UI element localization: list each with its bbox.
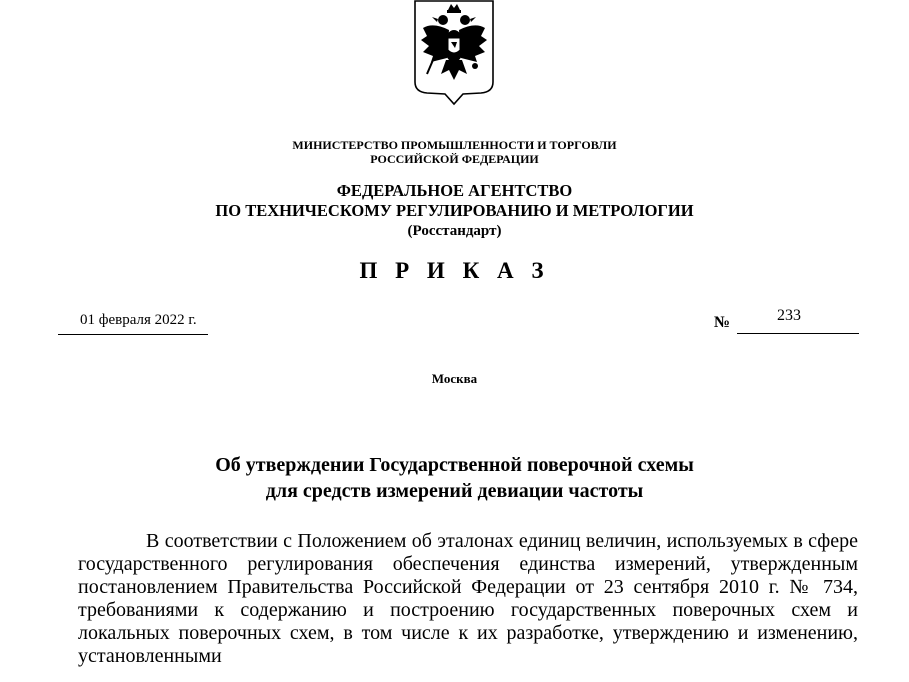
russian-coat-of-arms-icon [413, 0, 495, 108]
subject-line-1: Об утверждении Государственной поверочной схемы [215, 454, 694, 476]
date-field [58, 310, 208, 335]
number-sign: № [714, 314, 731, 331]
ministry-header [0, 138, 909, 166]
emblem [413, 0, 495, 108]
number-field [737, 307, 859, 334]
agency-short-name: (Росстандарт) [407, 223, 502, 239]
subject-line-2: для средств измерений девиации частоты [265, 480, 644, 502]
ministry-line-1: МИНИСТЕРСТВО ПРОМЫШЛЕННОСТИ И ТОРГОВЛИ [292, 138, 617, 152]
document-number: 233 [777, 307, 801, 324]
document-type-title: П Р И К А З [359, 258, 550, 283]
document-subject [0, 452, 909, 504]
agency-line-2: ПО ТЕХНИЧЕСКОМУ РЕГУЛИРОВАНИЮ И МЕТРОЛОГИИ [215, 201, 694, 220]
agency-header [0, 181, 909, 241]
body-paragraph: В соответствии с Положением об эталонах единиц величин, используемых в сфере государственного регулирования обеспечения единства измерений, утвержденным постановлением Правительства Российской Федерации от 23 сентября 2010 г. № 734, требованиями к содержанию и построению государственных поверочных схем и локальных поверочных схем, в том числе к их разработке, утверждению и изменению, установленными [78, 530, 858, 667]
city-label: Москва [431, 371, 478, 386]
document-date: 01 февраля 2022 г. [80, 312, 197, 328]
agency-line-1: ФЕДЕРАЛЬНОЕ АГЕНТСТВО [336, 181, 573, 200]
ministry-line-2: РОССИЙСКОЙ ФЕДЕРАЦИИ [370, 152, 539, 166]
